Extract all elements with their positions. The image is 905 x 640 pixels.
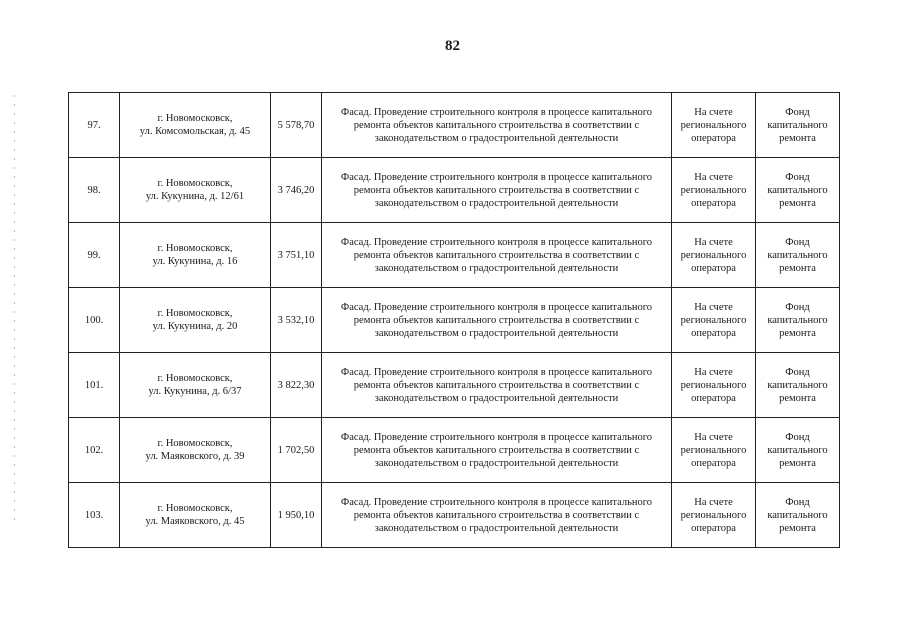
address-cell [120, 418, 271, 483]
address-city: г. Новомосковск, [157, 243, 233, 254]
address-city: г. Новомосковск, [157, 178, 233, 189]
address-city: г. Новомосковск, [157, 308, 233, 319]
table-row [69, 158, 840, 223]
work-description-cell: Фасад. Проведение строительного контроля в процессе капитального ремонта объектов капитального строительства в соответствии с законодательством о градостроительной деятельности [322, 158, 672, 223]
work-description-cell: Фасад. Проведение строительного контроля в процессе капитального ремонта объектов капитального строительства в соответствии с законодательством о градостроительной деятельности [322, 93, 672, 158]
address-city: г. Новомосковск, [157, 373, 233, 384]
address-street: ул. Кукунина, д. 6/37 [148, 386, 242, 397]
address-street: ул. Кукунина, д. 20 [152, 321, 238, 332]
address-street: ул. Маяковского, д. 45 [145, 516, 245, 527]
scan-margin-marks [14, 95, 15, 525]
area-cell: 5 578,70 [271, 93, 322, 158]
account-cell: На счете регионального оператора [672, 223, 756, 288]
fund-cell: Фонд капитального ремонта [756, 288, 840, 353]
row-number: 99. [69, 223, 120, 288]
table-row [69, 353, 840, 418]
account-cell: На счете регионального оператора [672, 353, 756, 418]
work-description-cell: Фасад. Проведение строительного контроля в процессе капитального ремонта объектов капитального строительства в соответствии с законодательством о градостроительной деятельности [322, 418, 672, 483]
area-cell: 3 822,30 [271, 353, 322, 418]
table-row [69, 223, 840, 288]
account-cell: На счете регионального оператора [672, 483, 756, 548]
account-cell: На счете регионального оператора [672, 93, 756, 158]
row-number: 102. [69, 418, 120, 483]
capital-repair-table [68, 92, 840, 548]
table-row [69, 288, 840, 353]
work-description-cell: Фасад. Проведение строительного контроля в процессе капитального ремонта объектов капитального строительства в соответствии с законодательством о градостроительной деятельности [322, 288, 672, 353]
address-city: г. Новомосковск, [157, 113, 233, 124]
address-street: ул. Маяковского, д. 39 [145, 451, 245, 462]
address-city: г. Новомосковск, [157, 438, 233, 449]
fund-cell: Фонд капитального ремонта [756, 223, 840, 288]
address-street: ул. Кукунина, д. 16 [152, 256, 238, 267]
area-cell: 3 532,10 [271, 288, 322, 353]
address-cell [120, 223, 271, 288]
work-description-cell: Фасад. Проведение строительного контроля в процессе капитального ремонта объектов капитального строительства в соответствии с законодательством о градостроительной деятельности [322, 483, 672, 548]
address-cell [120, 288, 271, 353]
address-cell [120, 93, 271, 158]
fund-cell: Фонд капитального ремонта [756, 483, 840, 548]
table-row [69, 93, 840, 158]
row-number: 98. [69, 158, 120, 223]
page-number: 82 [445, 38, 460, 54]
table-row [69, 418, 840, 483]
fund-cell: Фонд капитального ремонта [756, 353, 840, 418]
row-number: 101. [69, 353, 120, 418]
area-cell: 1 702,50 [271, 418, 322, 483]
row-number: 103. [69, 483, 120, 548]
address-cell [120, 158, 271, 223]
fund-cell: Фонд капитального ремонта [756, 158, 840, 223]
row-number: 97. [69, 93, 120, 158]
area-cell: 1 950,10 [271, 483, 322, 548]
work-description-cell: Фасад. Проведение строительного контроля в процессе капитального ремонта объектов капитального строительства в соответствии с законодательством о градостроительной деятельности [322, 353, 672, 418]
table-row [69, 483, 840, 548]
account-cell: На счете регионального оператора [672, 418, 756, 483]
area-cell: 3 751,10 [271, 223, 322, 288]
fund-cell: Фонд капитального ремонта [756, 418, 840, 483]
account-cell: На счете регионального оператора [672, 288, 756, 353]
address-cell [120, 483, 271, 548]
fund-cell: Фонд капитального ремонта [756, 93, 840, 158]
row-number: 100. [69, 288, 120, 353]
address-street: ул. Комсомольская, д. 45 [139, 126, 251, 137]
area-cell: 3 746,20 [271, 158, 322, 223]
address-city: г. Новомосковск, [157, 503, 233, 514]
address-street: ул. Кукунина, д. 12/61 [145, 191, 245, 202]
work-description-cell: Фасад. Проведение строительного контроля в процессе капитального ремонта объектов капитального строительства в соответствии с законодательством о градостроительной деятельности [322, 223, 672, 288]
account-cell: На счете регионального оператора [672, 158, 756, 223]
address-cell [120, 353, 271, 418]
